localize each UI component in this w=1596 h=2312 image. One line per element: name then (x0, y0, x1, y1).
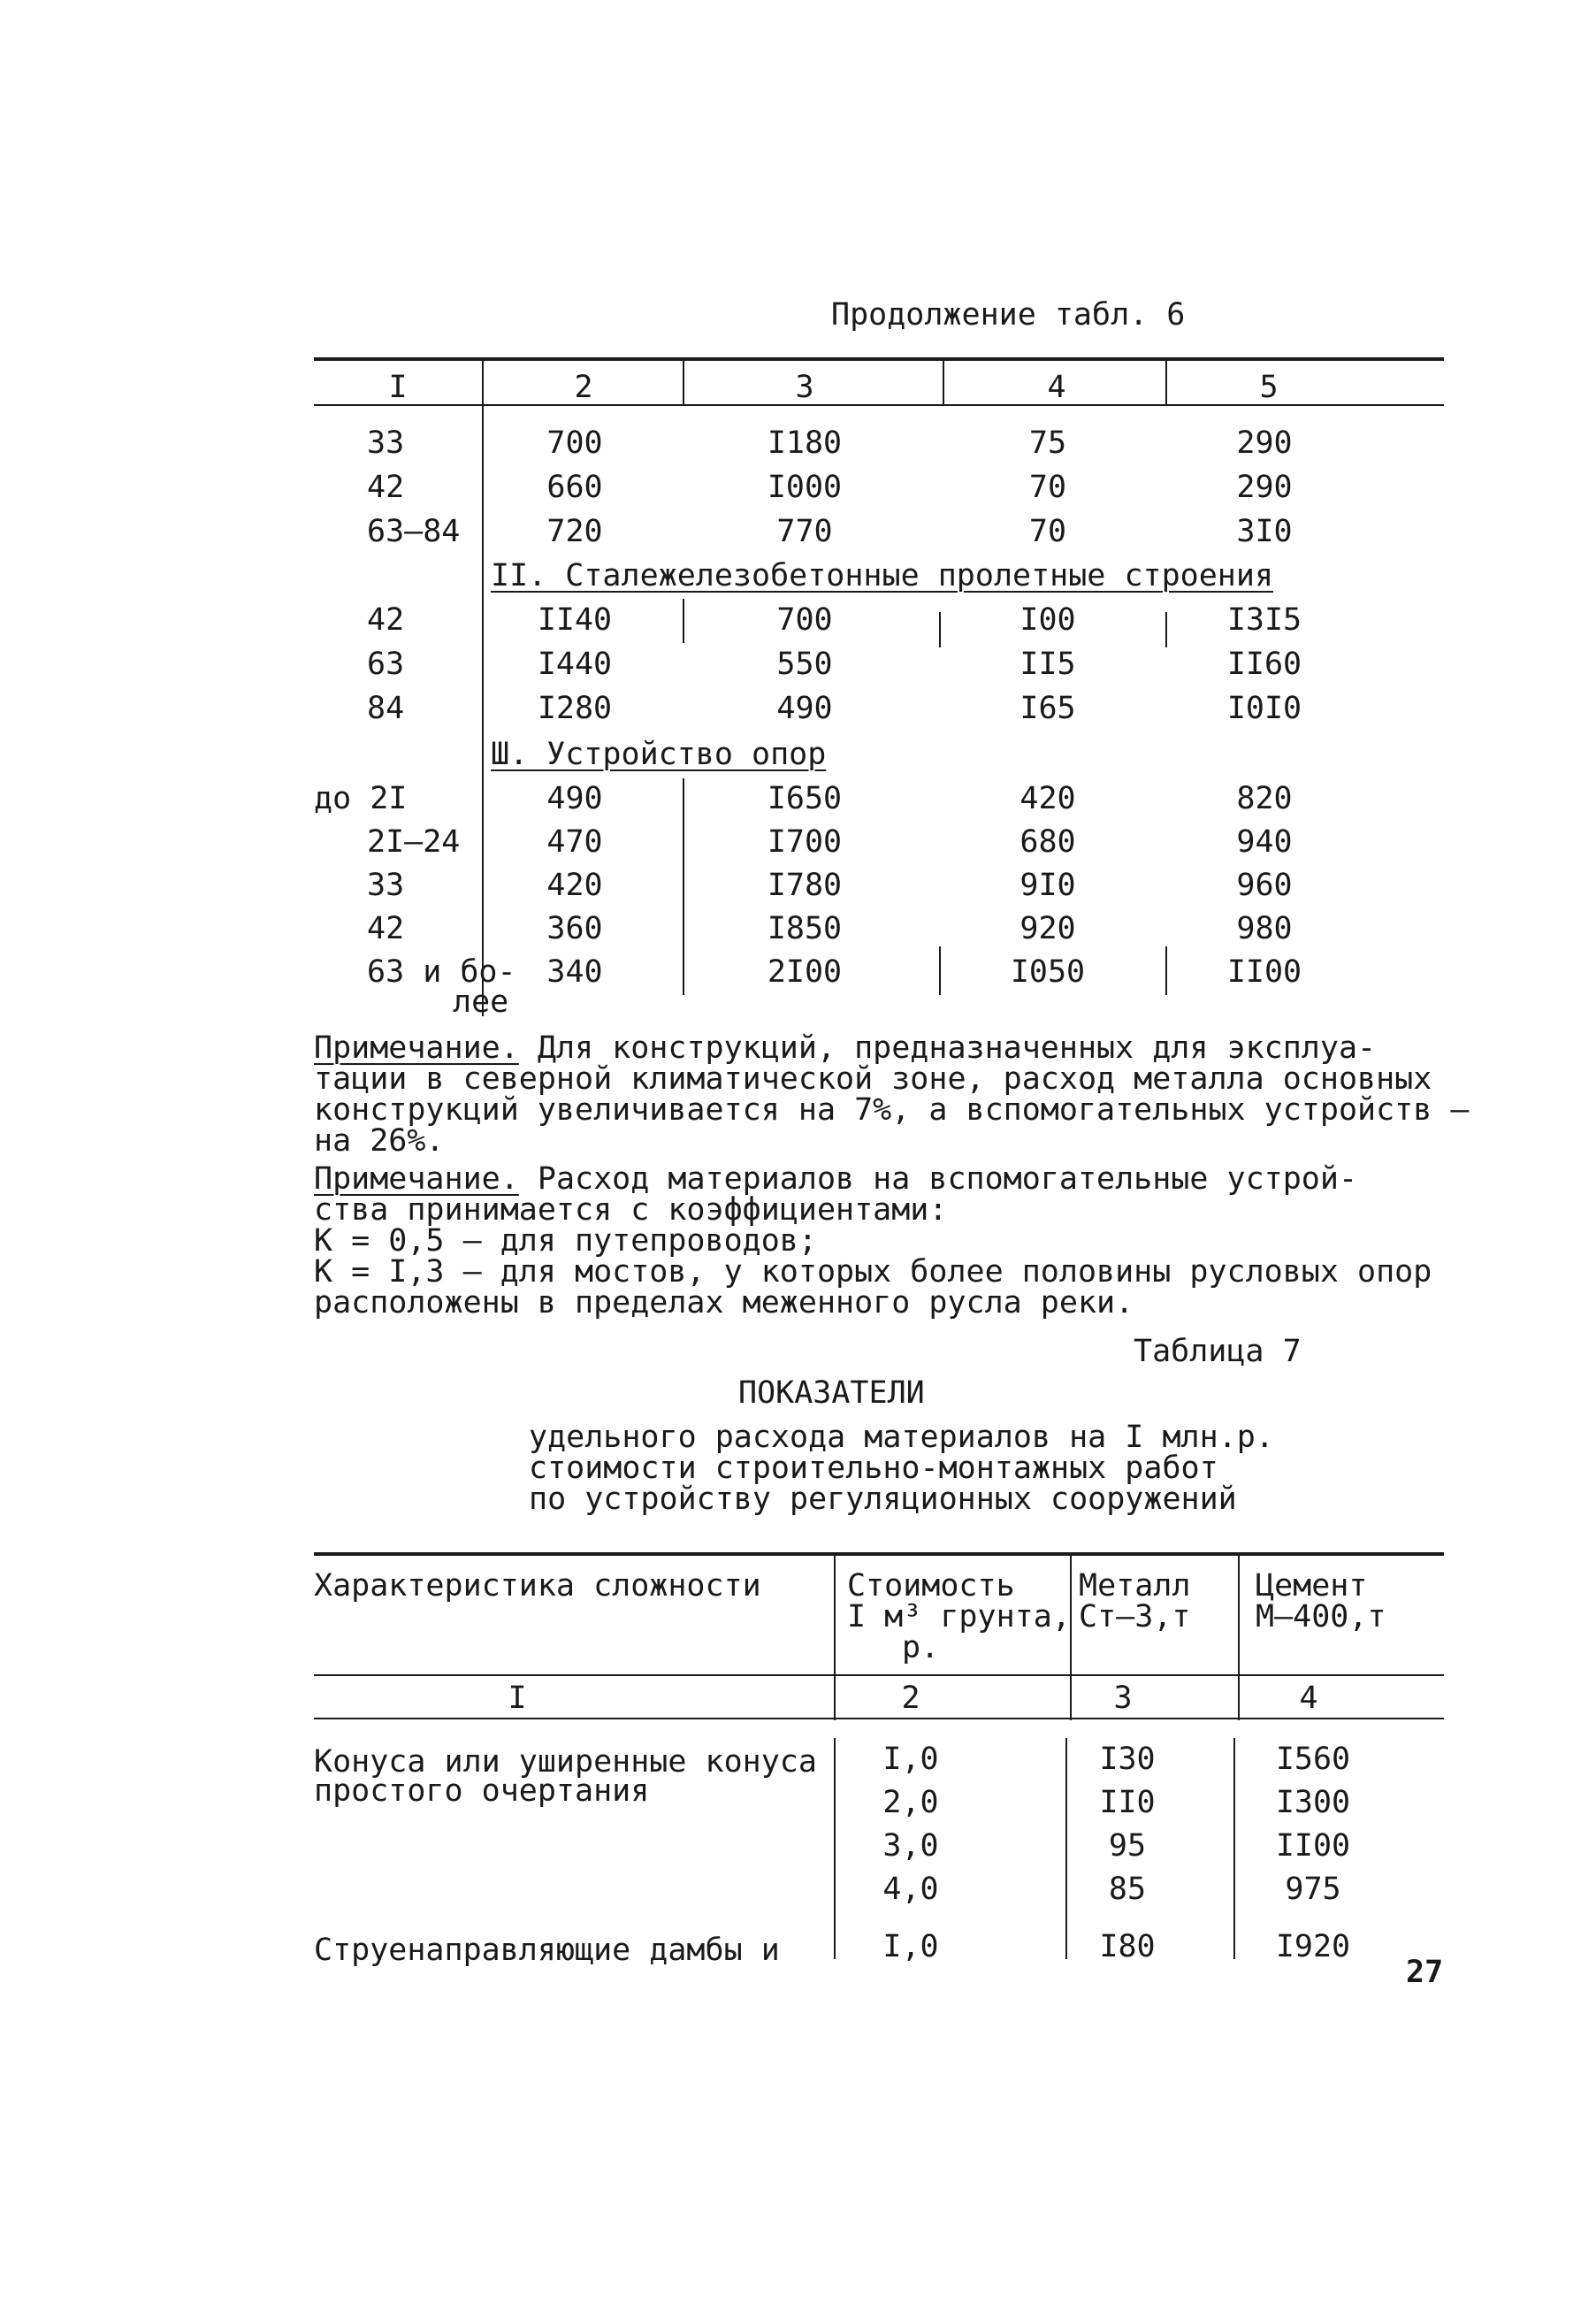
col-divider (834, 1552, 836, 1720)
cell: 2,0 (882, 1785, 939, 1820)
cell: I650 (767, 781, 843, 816)
note-text: Расход материалов на вспомогательные устрой- (518, 1161, 1358, 1197)
cell: I280 (537, 691, 613, 726)
col-divider (834, 1738, 836, 1959)
group-label: Струенаправляющие дамбы и (314, 1933, 780, 1968)
cell: I300 (1275, 1785, 1351, 1820)
cell: 660 (546, 470, 603, 505)
cell: 4,0 (882, 1872, 939, 1907)
cell: 720 (546, 514, 603, 549)
cell: 700 (776, 602, 833, 638)
col-number-1: I (508, 1680, 527, 1716)
cell: 9I0 (1019, 868, 1076, 903)
col-divider (939, 946, 941, 995)
cell: 470 (546, 824, 603, 860)
cell: I700 (767, 824, 843, 860)
cell: 42 (367, 602, 405, 638)
cell: II40 (537, 602, 613, 638)
note-line: конструкций увеличивается на 7%, а вспомогательных устройств – (314, 1092, 1470, 1128)
col-header-5: 5 (1259, 370, 1279, 405)
cell: 75 (1028, 425, 1067, 461)
note-text: Для конструкций, предназначенных для эксплуа- (518, 1030, 1377, 1066)
group-label: простого очертания (314, 1773, 650, 1809)
table-top-rule (314, 1552, 1444, 1556)
cell: 490 (776, 691, 833, 726)
col-divider (1065, 1738, 1067, 1959)
col-header-2: р. (902, 1630, 940, 1665)
section-title: Ш. Устройство опор (491, 737, 827, 772)
col-header-3: Ст–3,т (1079, 1599, 1191, 1634)
cell: 95 (1108, 1828, 1147, 1864)
cell: 70 (1028, 514, 1067, 549)
cell: 420 (546, 868, 603, 903)
cell: I050 (1010, 954, 1086, 990)
cell: 290 (1236, 470, 1293, 505)
cell: 33 (367, 425, 405, 461)
cell: 700 (546, 425, 603, 461)
cell: I65 (1019, 691, 1076, 726)
cell: 42 (367, 470, 405, 505)
col-divider (683, 357, 684, 406)
continuation-caption: Продолжение табл. 6 (831, 297, 1186, 333)
note-line: расположены в пределах меженного русла реки. (314, 1285, 1134, 1321)
note-line: на 26%. (314, 1123, 445, 1159)
cell: 2I00 (767, 954, 843, 990)
cell: 920 (1019, 911, 1076, 946)
cell: I30 (1099, 1742, 1156, 1777)
cell: 980 (1236, 911, 1293, 946)
cell: 340 (546, 954, 603, 990)
cell: до 2I (314, 781, 408, 816)
number-row-rule (314, 1718, 1444, 1719)
cell: 290 (1236, 425, 1293, 461)
note-line (314, 1161, 1357, 1197)
group-label: Конуса или уширенные конуса (314, 1744, 817, 1780)
cell: 3I0 (1236, 514, 1293, 549)
cell: 960 (1236, 868, 1293, 903)
cell: II5 (1019, 647, 1076, 682)
cell: I850 (767, 911, 843, 946)
col-number-2: 2 (901, 1680, 920, 1716)
col-divider (1238, 1552, 1240, 1720)
col-divider (1165, 612, 1167, 647)
col-number-3: 3 (1113, 1680, 1133, 1716)
note-line (314, 1030, 1376, 1066)
cell: I80 (1099, 1929, 1156, 1964)
page-number: 27 (1406, 1955, 1444, 1990)
col-divider (683, 778, 684, 995)
note-line: тации в северной климатической зоне, расход металла основных (314, 1061, 1432, 1097)
table-7-title: ПОКАЗАТЕЛИ (738, 1375, 925, 1411)
cell: 63 (367, 647, 405, 682)
cell: I440 (537, 647, 613, 682)
cell: 550 (776, 647, 833, 682)
cell: I180 (767, 425, 843, 461)
cell: II0 (1099, 1785, 1156, 1820)
cell: 2I–24 (367, 824, 461, 860)
cell: 42 (367, 911, 405, 946)
cell: I3I5 (1226, 602, 1302, 638)
col-divider (939, 612, 941, 647)
table-7-subtitle: по устройству регуляционных сооружений (529, 1481, 1237, 1517)
cell: II60 (1226, 647, 1302, 682)
col-divider (1165, 946, 1167, 995)
note-label: Примечание. (314, 1161, 519, 1197)
table-7-subtitle: удельного расхода материалов на I млн.р. (529, 1420, 1274, 1455)
col-divider (683, 599, 684, 643)
cell: I0I0 (1226, 691, 1302, 726)
cell: 360 (546, 911, 603, 946)
note-line: ства принимается с коэффициентами: (314, 1192, 948, 1228)
col-number-4: 4 (1299, 1680, 1318, 1716)
note-line: К = I,3 – для мостов, у которых более половины русловых опор (314, 1254, 1432, 1290)
cell: I560 (1275, 1742, 1351, 1777)
table-7-subtitle: стоимости строительно-монтажных работ (529, 1451, 1218, 1486)
col-divider (1070, 1552, 1072, 1720)
note-label: Примечание. (314, 1030, 519, 1066)
col-header-4: Цемент (1256, 1568, 1368, 1604)
cell: I920 (1275, 1929, 1351, 1964)
header-rule (314, 1674, 1444, 1676)
cell: I,0 (882, 1742, 939, 1777)
cell: 63–84 (367, 514, 461, 549)
cell: 420 (1019, 781, 1076, 816)
cell: 490 (546, 781, 603, 816)
col-header-4: М–400,т (1256, 1599, 1386, 1634)
col-header-2: I м³ грунта, (847, 1599, 1071, 1634)
cell: 63 и бо- (367, 954, 516, 990)
cell: I,0 (882, 1929, 939, 1964)
cell: 84 (367, 691, 405, 726)
cell: 940 (1236, 824, 1293, 860)
cell: I000 (767, 470, 843, 505)
col-divider (943, 357, 944, 406)
cell: 33 (367, 868, 405, 903)
col-header-4: 4 (1047, 370, 1066, 405)
cell: 820 (1236, 781, 1293, 816)
note-line: К = 0,5 – для путепроводов; (314, 1223, 817, 1259)
cell: 3,0 (882, 1828, 939, 1864)
cell: II00 (1226, 954, 1302, 990)
col-divider (1233, 1738, 1235, 1959)
table-7-label: Таблица 7 (1134, 1334, 1302, 1369)
cell: 975 (1285, 1872, 1341, 1907)
cell-continuation: лее (453, 984, 509, 1020)
col-header-1: Характеристика сложности (314, 1568, 761, 1604)
col-divider (482, 357, 484, 1016)
cell: II00 (1275, 1828, 1351, 1864)
cell: 680 (1019, 824, 1076, 860)
cell: 770 (776, 514, 833, 549)
cell: 85 (1108, 1872, 1147, 1907)
cell: I780 (767, 868, 843, 903)
col-divider (1165, 357, 1167, 406)
col-header-1: I (388, 370, 408, 405)
col-header-3: Металл (1079, 1568, 1191, 1604)
col-header-2: Стоимость (847, 1568, 1015, 1604)
col-header-2: 2 (574, 370, 593, 405)
cell: 70 (1028, 470, 1067, 505)
col-header-3: 3 (795, 370, 814, 405)
cell: I00 (1019, 602, 1076, 638)
section-title: II. Сталежелезобетонные пролетные строения (491, 558, 1274, 593)
